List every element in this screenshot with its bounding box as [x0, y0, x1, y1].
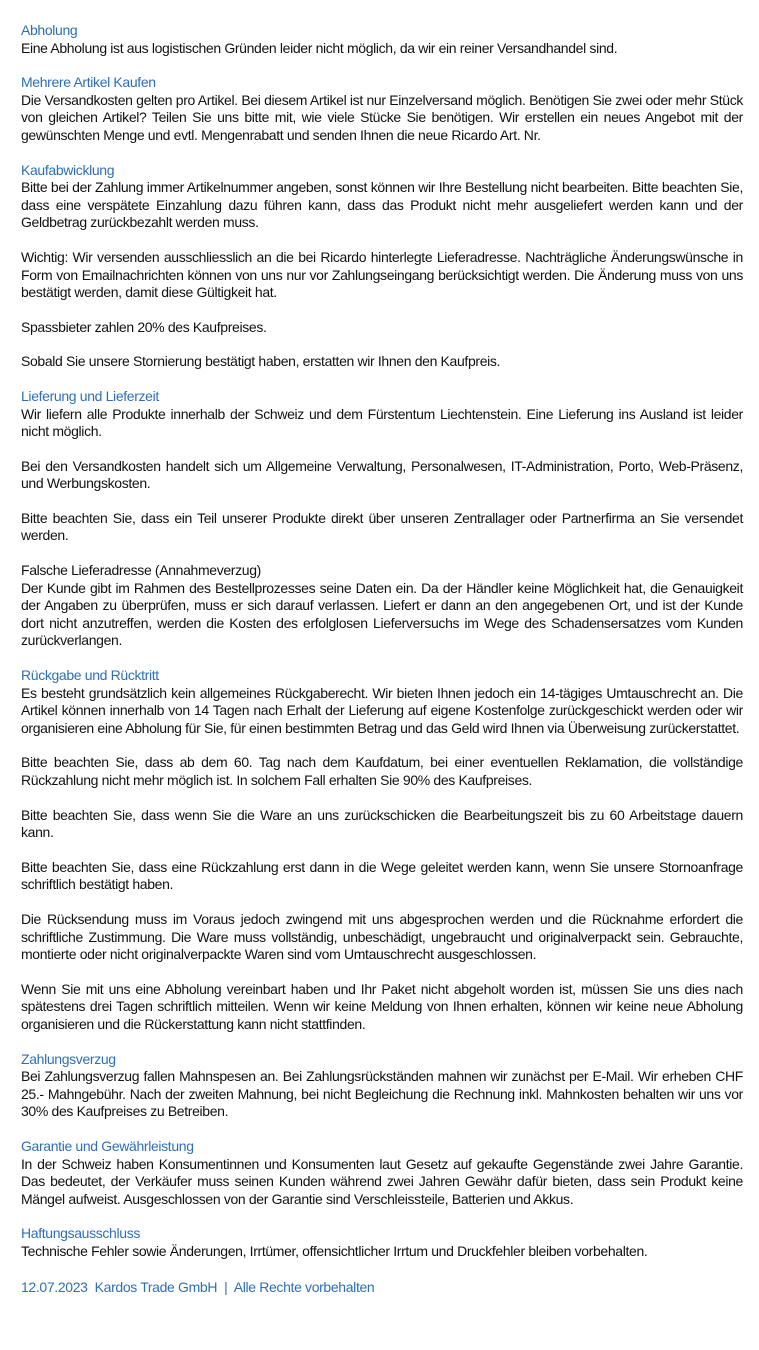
section-paragraph: Der Kunde gibt im Rahmen des Bestellprozesses seine Daten ein. Da der Händler keine Möglichkeit hat, die Genauigkeit der Angaben zu überprüfen, muss er sich darauf verlassen. Liefert er dann an den angegebenen Ort, und ist der Kunde dort nicht anzutreffen, werden die Kosten des erfolglosen Lieferversuchs im Wege des Schadensersatzes vom Kunden zurückverlangen. — [21, 579, 743, 649]
section-heading: Rückgabe und Rücktritt — [21, 667, 159, 684]
section-paragraph: Bitte beachten Sie, dass eine Rückzahlung erst dann in die Wege geleitet werden kann, wenn Sie unsere Stornoanfrage schriftlich bestätigt haben. — [21, 858, 743, 893]
section-paragraph: In der Schweiz haben Konsumentinnen und Konsumenten laut Gesetz auf gekaufte Gegenstände zwei Jahre Garantie. Das bedeutet, der Verkäufer muss seinen Kunden während zwei Jahren Gewähr dafür bieten, dass sein Produkt keine Mängel aufweist. Ausgeschlossen von der Garantie sind Verschleissteile, Batterien und Akkus. — [21, 1155, 743, 1207]
section-paragraph: Wichtig: Wir versenden ausschliesslich an die bei Ricardo hinterlegte Lieferadresse. Nachträgliche Änderungswünsche in Form von Emailnachrichten können von uns nur vor Zahlungseingang berücksichtigt werden. Die Änderung muss von uns bestätigt werden, damit diese Gültigkeit hat. — [21, 248, 743, 301]
section-paragraph: Sobald Sie unsere Stornierung bestätigt haben, erstatten wir Ihnen den Kaufpreis. — [21, 353, 501, 370]
section-lieferung-und-lieferzeit — [21, 388, 743, 545]
section-paragraph: Eine Abholung ist aus logistischen Gründen leider nicht möglich, da wir ein reiner Versandhandel sind. — [21, 39, 618, 56]
section-paragraph: Wenn Sie mit uns eine Abholung vereinbart haben und Ihr Paket nicht abgeholt worden ist, müssen Sie uns dies nach spätestens drei Tagen schriftlich mitteilen. Wenn wir keine Meldung von Ihnen erhalten, können wir keine neue Abholung organisieren und die Rückerstattung kann nicht stattfinden. — [21, 980, 743, 1032]
section-heading: Garantie und Gewährleistung — [21, 1137, 194, 1154]
section-haftungsausschluss — [21, 1225, 743, 1260]
section-paragraph: Wir liefern alle Produkte innerhalb der Schweiz und dem Fürstentum Liechtenstein. Eine Lieferung ins Ausland ist leider nicht möglich. — [21, 405, 743, 440]
section-heading: Lieferung und Lieferzeit — [21, 387, 159, 404]
section-paragraph: Technische Fehler sowie Änderungen, Irrtümer, offensichtlicher Irrtum und Druckfehler bleiben vorbehalten. — [21, 1242, 648, 1259]
section-paragraph: Bitte bei der Zahlung immer Artikelnummer angeben, sonst können wir Ihre Bestellung nicht bearbeiten. Bitte beachten Sie, dass eine verspätete Einzahlung dazu führen kann, dass das Produkt nicht mehr ausgeliefert werden kann und der Geldbetrag zurückbezahlt werden muss. — [21, 179, 743, 231]
section-abholung — [21, 22, 743, 57]
section-paragraph: Die Rücksendung muss im Voraus jedoch zwingend mit uns abgesprochen werden und die Rücknahme erfordert die schriftliche Zustimmung. Die Ware muss vollständig, unbeschädigt, ungebraucht und originalverpackt sein. Gebrauchte, montierte oder nicht originalverpackte Waren sind vom Umtauschrecht ausgeschlossen. — [21, 910, 743, 963]
section-heading: Kaufabwicklung — [21, 161, 115, 178]
section-garantie-und-gewährleistung — [21, 1138, 743, 1208]
section-paragraph: Es besteht grundsätzlich kein allgemeines Rückgaberecht. Wir bieten Ihnen jedoch ein 14-tägiges Umtauschrecht an. Die Artikel können innerhalb von 14 Tagen nach Erhalt der Lieferung auf eigene Kostenfolge zurückgeschickt werden oder wir organisieren eine Abholung für Sie, für einen bestimmten Betrag und das Geld wird Ihnen via Überweisung zurückerstattet. — [21, 684, 743, 736]
section-paragraph: Bei Zahlungsverzug fallen Mahnspesen an. Bei Zahlungsrückständen mahnen wir zunächst per E-Mail. Wir erheben CHF 25.- Mahngebühr. Nach der zweiten Mahnung, bei nicht Begleichung die Rechnung inkl. Mahnkosten behalten wir uns vor 30% des Kaufpreises zu Betreiben. — [21, 1068, 743, 1120]
section-paragraph: Spassbieter zahlen 20% des Kaufpreises. — [21, 318, 267, 335]
section-paragraph: Bitte beachten Sie, dass ein Teil unserer Produkte direkt über unseren Zentrallager oder Partnerfirma an Sie versendet werden. — [21, 509, 743, 544]
section-kaufabwicklung — [21, 162, 743, 371]
footer-text: 12.07.2023 Kardos Trade GmbH | Alle Rechte vorbehalten — [21, 1279, 375, 1296]
section-heading: Haftungsausschluss — [21, 1225, 140, 1242]
section-rückgabe-und-rücktritt — [21, 667, 743, 1034]
sections-container — [21, 22, 743, 1260]
section-falsche-lieferadresse-annahmeverzug — [21, 562, 743, 650]
section-paragraph: Bei den Versandkosten handelt sich um Allgemeine Verwaltung, Personalwesen, IT-Administration, Porto, Web-Präsenz, und Werbungskosten. — [21, 457, 743, 492]
section-paragraph: Bitte beachten Sie, dass ab dem 60. Tag nach dem Kaufdatum, bei einer eventuellen Reklamation, die vollständige Rückzahlung nicht mehr möglich ist. In solchem Fall erhalten Sie 90% des Kaufpreises. — [21, 754, 743, 788]
section-heading: Abholung — [21, 22, 78, 38]
section-paragraph: Die Versandkosten gelten pro Artikel. Bei diesem Artikel ist nur Einzelversand möglich. Benötigen Sie zwei oder mehr Stück von gleichen Artikel? Teilen Sie uns bitte mit, wie viele Stücke Sie benötigen. Wir erstellen ein neues Angebot mit der gewünschten Menge und evtl. Mengenrabatt und senden Ihnen die neue Ricardo Art. Nr. — [21, 91, 743, 143]
section-zahlungsverzug — [21, 1051, 743, 1121]
section-paragraph: Bitte beachten Sie, dass wenn Sie die Ware an uns zurückschicken die Bearbeitungszeit bis zu 60 Arbeitstage dauern kann. — [21, 806, 743, 841]
section-mehrere-artikel-kaufen — [21, 74, 743, 144]
section-heading: Zahlungsverzug — [21, 1050, 116, 1067]
section-heading: Mehrere Artikel Kaufen — [21, 74, 156, 91]
section-heading: Falsche Lieferadresse (Annahmeverzug) — [21, 562, 261, 579]
